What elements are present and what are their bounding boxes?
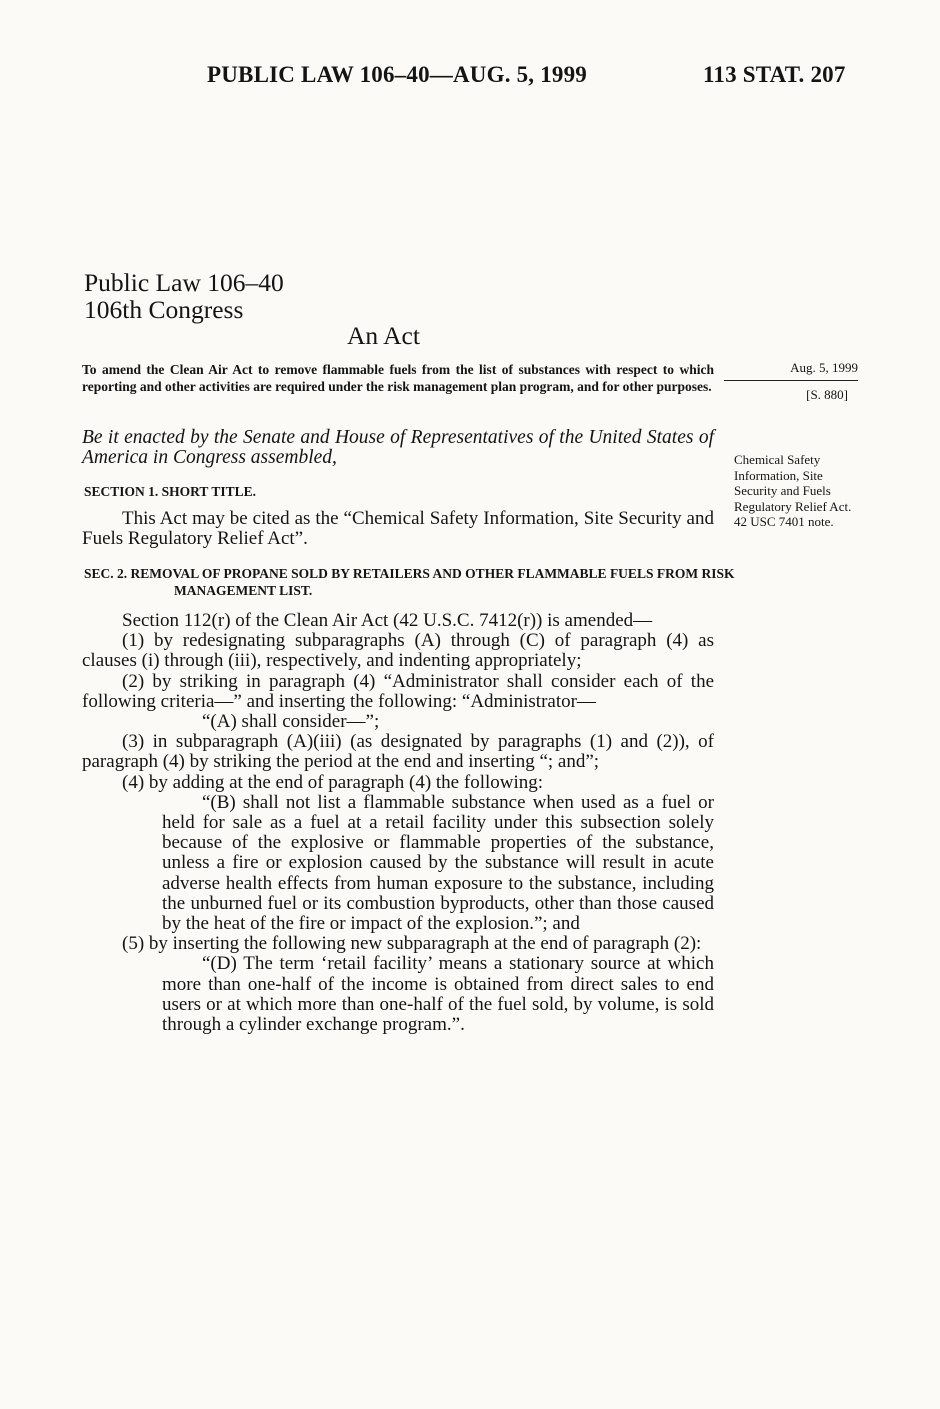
margin-note: Chemical Safety Information, Site Security and Fuels Regulatory Relief Act. 42 USC 7401 note.	[734, 452, 852, 529]
section-2-body	[82, 611, 714, 1035]
amendment-item-5-quote: “(D) The term ‘retail facility’ means a stationary source at which more than one-half of the income is obtained from direct sales to end users or at which more than one-half of the fuel sold, by volume, is sold through a cylinder exchange program.”.	[162, 953, 714, 1036]
enacting-clause: Be it enacted by the Senate and House of Representatives of the United States of America in Congress assembled,	[82, 427, 714, 468]
amendment-item-3: (3) in subparagraph (A)(iii) (as designated by paragraphs (1) and (2)), of paragraph (4) by striking the period at the end and inserting “; and”;	[82, 731, 714, 773]
amendment-item-2-quote: “(A) shall consider—”;	[202, 711, 380, 733]
amendment-item-4: (4) by adding at the end of paragraph (4) the following:	[122, 771, 544, 793]
amendment-item-5: (5) by inserting the following new subparagraph at the end of paragraph (2):	[122, 933, 702, 955]
law-number: Public Law 106–40	[84, 268, 284, 297]
congress: 106th Congress	[84, 295, 244, 324]
section-2-intro: Section 112(r) of the Clean Air Act (42 U.S.C. 7412(r)) is amended—	[122, 610, 653, 631]
purpose-statement: To amend the Clean Air Act to remove flammable fuels from the list of substances with respect to which reporting and other activities are required under the risk management plan program, and for other purposes.	[82, 362, 714, 394]
sidebar-rule	[724, 380, 858, 381]
statute-citation: 113 STAT. 207	[703, 62, 846, 87]
bill-number: [S. 880]	[806, 387, 848, 402]
enactment-date: Aug. 5, 1999	[790, 360, 858, 375]
amendment-item-4-quote: “(B) shall not list a flammable substance when used as a fuel or held for sale as a fuel at a retail facility under this subsection solely because of the explosive or flammable properties of the substance, unless a fire or explosion caused by the substance will result in acute adverse health effects from human exposure to the substance, including the unburned fuel or its combustion byproducts, other than those caused by the heat of the fire or impact of the explosion.”; and	[162, 791, 714, 935]
section-1-heading: SECTION 1. SHORT TITLE.	[84, 484, 256, 499]
running-head: PUBLIC LAW 106–40—AUG. 5, 1999	[207, 62, 587, 87]
section-2-heading: SEC. 2. REMOVAL OF PROPANE SOLD BY RETAILERS AND OTHER FLAMMABLE FUELS FROM RISK MANAGEMENT LIST.	[84, 566, 735, 598]
section-1-text: This Act may be cited as the “Chemical Safety Information, Site Security and Fuels Regulatory Relief Act”.	[82, 508, 714, 550]
act-title: An Act	[347, 321, 420, 350]
amendment-item-2: (2) by striking in paragraph (4) “Administrator shall consider each of the following criteria—” and inserting the following: “Administrator—	[82, 670, 714, 712]
amendment-item-1: (1) by redesignating subparagraphs (A) through (C) of paragraph (4) as clauses (i) through (iii), respectively, and indenting appropriately;	[82, 630, 714, 672]
